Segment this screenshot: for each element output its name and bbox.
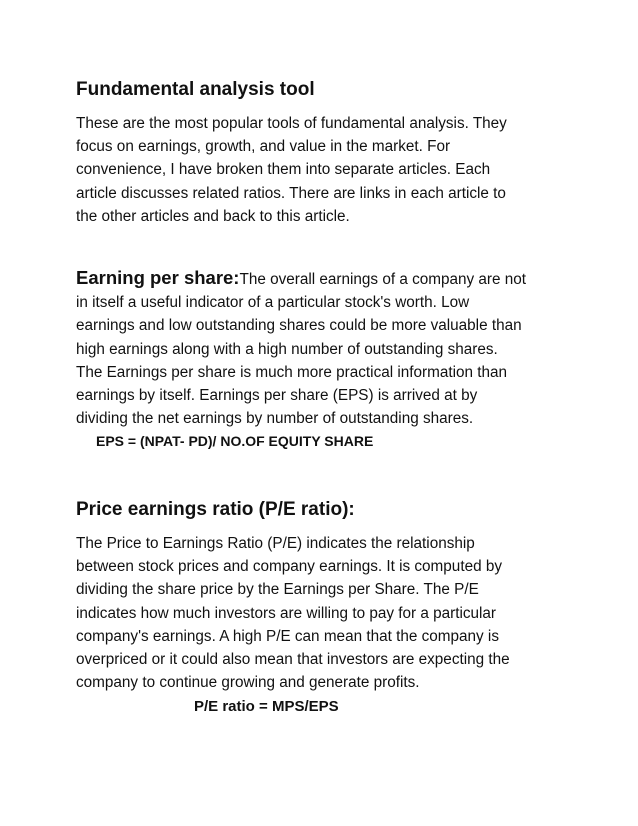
pe-paragraph [76,532,510,694]
eps-line: earnings by itself. Earnings per share (EPS) is arrived at by [76,387,478,405]
intro-paragraph [76,112,507,228]
eps-heading: Earning per share: [76,267,240,288]
intro-line: article discusses related ratios. There are links in each article to [76,184,506,202]
eps-paragraph [76,266,526,430]
section-title-pe-ratio: Price earnings ratio (P/E ratio): [76,499,355,520]
pe-line: company to continue growing and generate profits. [76,674,420,692]
eps-formula: EPS = (NPAT- PD)/ NO.OF EQUITY SHARE [96,433,374,449]
pe-line: overpriced or it could also mean that investors are expecting the [76,651,510,669]
eps-first-line-text: The overall earnings of a company are not [239,271,527,288]
intro-line: the other articles and back to this article. [76,207,350,225]
pe-line: The Price to Earnings Ratio (P/E) indicates the relationship [76,535,475,552]
eps-first-line [76,266,526,291]
eps-line: high earnings along with a high number of outstanding shares. [76,340,498,358]
intro-line: focus on earnings, growth, and value in the market. For [76,138,451,156]
eps-line: dividing the net earnings by number of outstanding shares. [76,410,474,428]
pe-formula: P/E ratio = MPS/EPS [194,698,339,715]
pe-line: dividing the share price by the Earnings per Share. The P/E [76,581,479,599]
eps-line: The Earnings per share is much more practical information than [76,363,508,381]
pe-line: indicates how much investors are willing to pay for a particular [76,604,497,622]
intro-line: These are the most popular tools of fundamental analysis. They [76,115,507,132]
eps-line: in itself a useful indicator of a particular stock's worth. Low [76,294,470,312]
pe-line: between stock prices and company earnings. It is computed by [76,558,502,576]
section-title-fundamental-analysis: Fundamental analysis tool [76,79,315,100]
eps-line: earnings and low outstanding shares could be more valuable than [76,317,522,335]
intro-line: convenience, I have broken them into separate articles. Each [76,161,491,179]
pe-line: company's earnings. A high P/E can mean that the company is [76,627,499,645]
